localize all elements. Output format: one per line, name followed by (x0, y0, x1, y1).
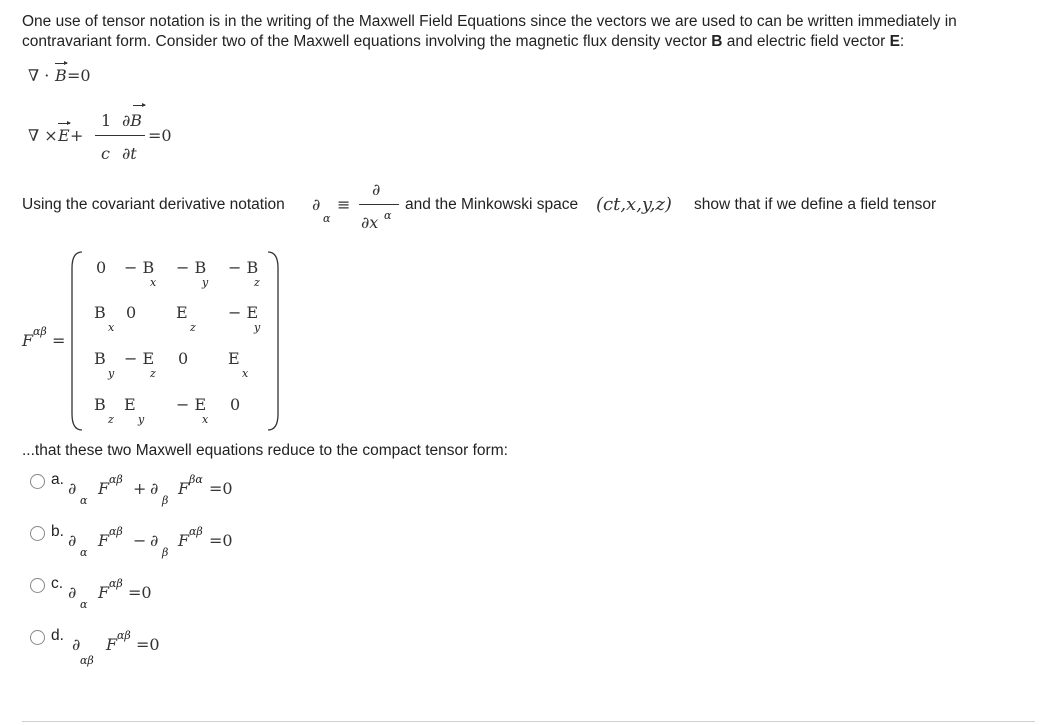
matrix-cell-1-1: 0 (126, 303, 137, 322)
matrix-cell-subscript-2-3: x (242, 367, 249, 380)
matrix-cell-subscript-0-2: y (202, 276, 209, 289)
radio-option-d[interactable] (30, 630, 45, 645)
matrix-cell-subscript-1-0: x (108, 321, 115, 334)
matrix-cell-subscript-2-0: y (108, 367, 115, 380)
matrix-cell-0-1: − B (124, 258, 155, 277)
matrix-cell-3-1: E (124, 395, 136, 414)
matrix-cell-1-0: B (94, 303, 106, 322)
matrix-cell-2-0: B (94, 349, 106, 368)
matrix-cell-subscript-3-1: y (138, 413, 145, 426)
vector-arrow-icon (133, 105, 145, 106)
bold-B: B (711, 33, 723, 50)
matrix-cell-0-0: 0 (96, 258, 107, 277)
divider (22, 721, 1035, 722)
radio-option-b[interactable] (30, 526, 45, 541)
matrix-cell-2-2: 0 (178, 349, 189, 368)
intro-paragraph: One use of tensor notation is in the writing of the Maxwell Field Equations since the vectors we are used to can be written immediately in contravariant form. Consider two of the Maxwell equations involving the magnetic flux density vector B and electric field vector E: (22, 13, 957, 50)
matrix-cell-1-2: E (176, 303, 188, 322)
matrix-cell-subscript-0-1: x (150, 276, 157, 289)
matrix-cell-subscript-3-0: z (108, 413, 114, 426)
radio-option-c[interactable] (30, 578, 45, 593)
matrix-cell-0-2: − B (176, 258, 207, 277)
reduce-text: ...that these two Maxwell equations reduce to the compact tensor form: (22, 442, 508, 459)
matrix-cell-1-3: − E (228, 303, 259, 322)
vector-arrow-icon (55, 63, 67, 64)
vector-arrow-icon (58, 123, 70, 124)
radio-option-a[interactable] (30, 474, 45, 489)
matrix-cell-subscript-1-3: y (254, 321, 261, 334)
bold-E: E (889, 33, 900, 50)
matrix-cell-subscript-2-1: z (150, 367, 156, 380)
matrix-cell-0-3: − B (228, 258, 259, 277)
matrix-cell-3-0: B (94, 395, 106, 414)
matrix-cell-3-2: − E (176, 395, 207, 414)
matrix-cell-2-1: − E (124, 349, 155, 368)
matrix-cell-subscript-0-3: z (254, 276, 260, 289)
matrix-cell-subscript-3-2: x (202, 413, 209, 426)
matrix-cell-3-3: 0 (230, 395, 241, 414)
matrix-cell-2-3: E (228, 349, 240, 368)
matrix-cell-subscript-1-2: z (190, 321, 196, 334)
